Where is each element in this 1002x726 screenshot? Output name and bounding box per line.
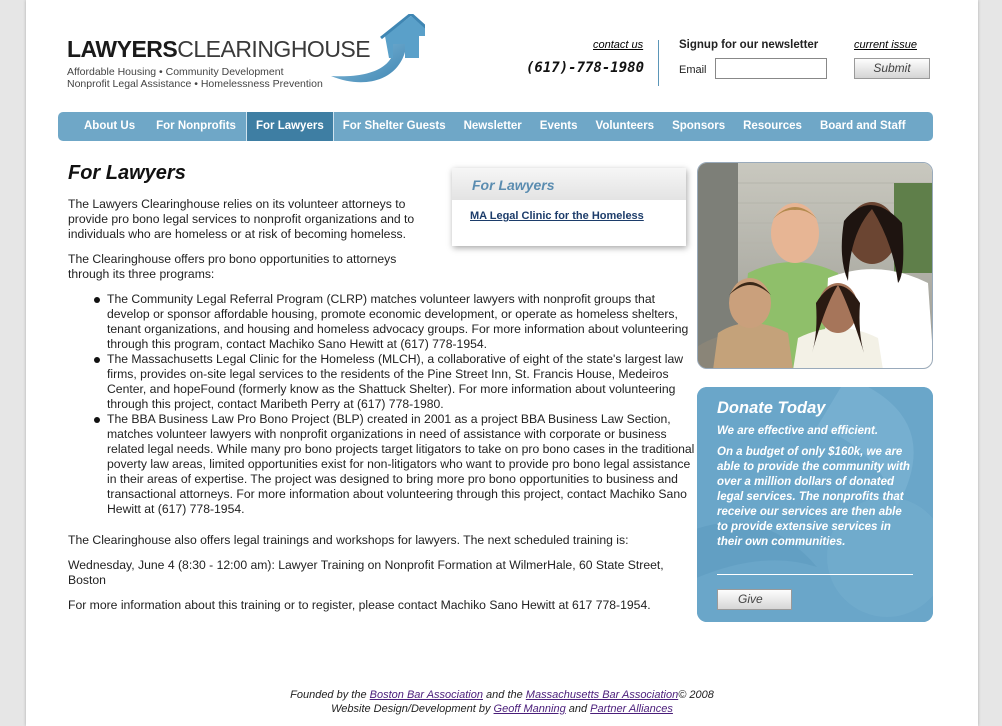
legal-clinic-link[interactable]: MA Legal Clinic for the Homeless xyxy=(470,210,644,222)
programs-list xyxy=(68,292,696,517)
mass-bar-link[interactable]: Massachusetts Bar Association xyxy=(525,689,679,701)
phone-number: (617)-778-1980 xyxy=(526,60,645,76)
footer-founded-text: Founded by the xyxy=(290,689,367,701)
nav-item-board-and-staff[interactable]: Board and Staff xyxy=(819,120,906,132)
donate-tagline: We are effective and efficient. xyxy=(717,425,879,437)
email-label: Email xyxy=(679,64,707,76)
boston-bar-link[interactable]: Boston Bar Association xyxy=(369,689,483,701)
nav-item-events[interactable]: Events xyxy=(539,120,578,132)
logo-tagline-1: Affordable Housing • Community Development xyxy=(67,66,284,78)
footer xyxy=(26,688,978,716)
box-title: For Lawyers xyxy=(452,168,686,200)
nav-item-for-nonprofits[interactable]: For Nonprofits xyxy=(156,120,236,132)
site-logo[interactable] xyxy=(67,16,427,92)
main-nav xyxy=(58,112,933,141)
nav-item-sponsors[interactable]: Sponsors xyxy=(672,120,726,132)
family-photo xyxy=(697,162,933,369)
for-lawyers-box xyxy=(452,168,686,246)
email-input[interactable] xyxy=(715,58,827,79)
logo-tagline-2: Nonprofit Legal Assistance • Homelessness Prevention xyxy=(67,78,323,90)
footer-and: and xyxy=(568,703,588,715)
give-button[interactable]: Give xyxy=(717,589,792,610)
newsletter-submit-button[interactable]: Submit xyxy=(854,58,930,79)
page-title: For Lawyers xyxy=(68,162,186,184)
partner-alliances-link[interactable]: Partner Alliances xyxy=(590,703,673,715)
nav-item-volunteers[interactable]: Volunteers xyxy=(595,120,655,132)
nav-item-for-lawyers[interactable]: For Lawyers xyxy=(246,112,334,141)
nav-item-for-shelter-guests[interactable]: For Shelter Guests xyxy=(342,120,446,132)
training-intro: The Clearinghouse also offers legal trainings and workshops for lawyers. The next scheduled training is: xyxy=(68,533,629,547)
footer-line-2 xyxy=(26,702,978,716)
nav-item-newsletter[interactable]: Newsletter xyxy=(463,120,522,132)
logo-wordmark: LAWYERSCLEARINGHOUSE xyxy=(67,36,371,62)
list-item: The Massachusetts Legal Clinic for the Homeless (MLCH), a collaborative of eight of the state's largest law firms, provides on-site legal services to the residents of the Pine Street Inn, St. Francis House, Medeiros Center, and hopeFound (formerly know as the Shattuck Shelter). For more information about volunteering through this project, contact Maribeth Perry at (617) 778-1980. xyxy=(68,352,696,412)
list-item: The Community Legal Referral Program (CLRP) matches volunteer lawyers with nonprofit groups that develop or sponsor affordable housing, promote economic development, or operate as homeless shelters, tenant organizations, and housing and homeless advocacy groups. For more information about volunteering through this program, contact Machiko Sano Hewitt at (617) 778-1954. xyxy=(68,292,696,352)
intro-paragraph: The Lawyers Clearinghouse relies on its volunteer attorneys to provide pro bono legal services to nonprofit organizations and to individuals who are homeless or at risk of becoming homeless. xyxy=(68,197,415,241)
training-contact: For more information about this training or to register, please contact Machiko Sano Hewitt at 617 778-1954. xyxy=(68,598,651,612)
geoff-manning-link[interactable]: Geoff Manning xyxy=(493,703,566,715)
donate-body: On a budget of only $160k, we are able to provide the community with over a million dollars of donated legal services. The nonprofits that receive our services are then able to provide extensive services in their own communities. xyxy=(717,446,910,548)
list-item: The BBA Business Law Pro Bono Project (BLP) created in 2001 as a project BBA Business Law Section, matches volunteer lawyers with nonprofit organizations in need of assistance with corporate or business related legal needs. While many pro bono projects target litigators to take on pro bono cases in the traditional poverty law areas, limited opportunities exist for non-litigators who want to provide pro bono legal assistance in their areas of expertise. The project was designed to bring more pro bono opportunities to business and transactional attorneys. For more information about volunteering through this project, contact Machiko Sano Hewitt at (617) 778-1954. xyxy=(68,412,696,517)
footer-line-1 xyxy=(26,688,978,702)
programs-intro: The Clearinghouse offers pro bono opportunities to attorneys through its three programs: xyxy=(68,252,397,281)
donate-title: Donate Today xyxy=(717,399,826,417)
header-divider xyxy=(658,40,659,86)
house-arrow-icon xyxy=(325,14,425,92)
footer-design-text: Website Design/Development by xyxy=(331,703,491,715)
newsletter-title: Signup for our newsletter xyxy=(679,39,819,51)
donate-panel xyxy=(697,387,933,622)
contact-us-link[interactable]: contact us xyxy=(593,39,644,51)
donate-divider xyxy=(717,574,913,575)
training-detail: Wednesday, June 4 (8:30 - 12:00 am): Lawyer Training on Nonprofit Formation at WilmerHale, 60 State Street, Boston xyxy=(68,558,664,587)
current-issue-link[interactable]: current issue xyxy=(854,39,917,51)
nav-item-resources[interactable]: Resources xyxy=(743,120,802,132)
page xyxy=(26,0,978,726)
footer-and-the: and the xyxy=(486,689,523,701)
nav-item-about-us[interactable]: About Us xyxy=(84,120,136,132)
footer-copyright: © 2008 xyxy=(678,689,714,701)
